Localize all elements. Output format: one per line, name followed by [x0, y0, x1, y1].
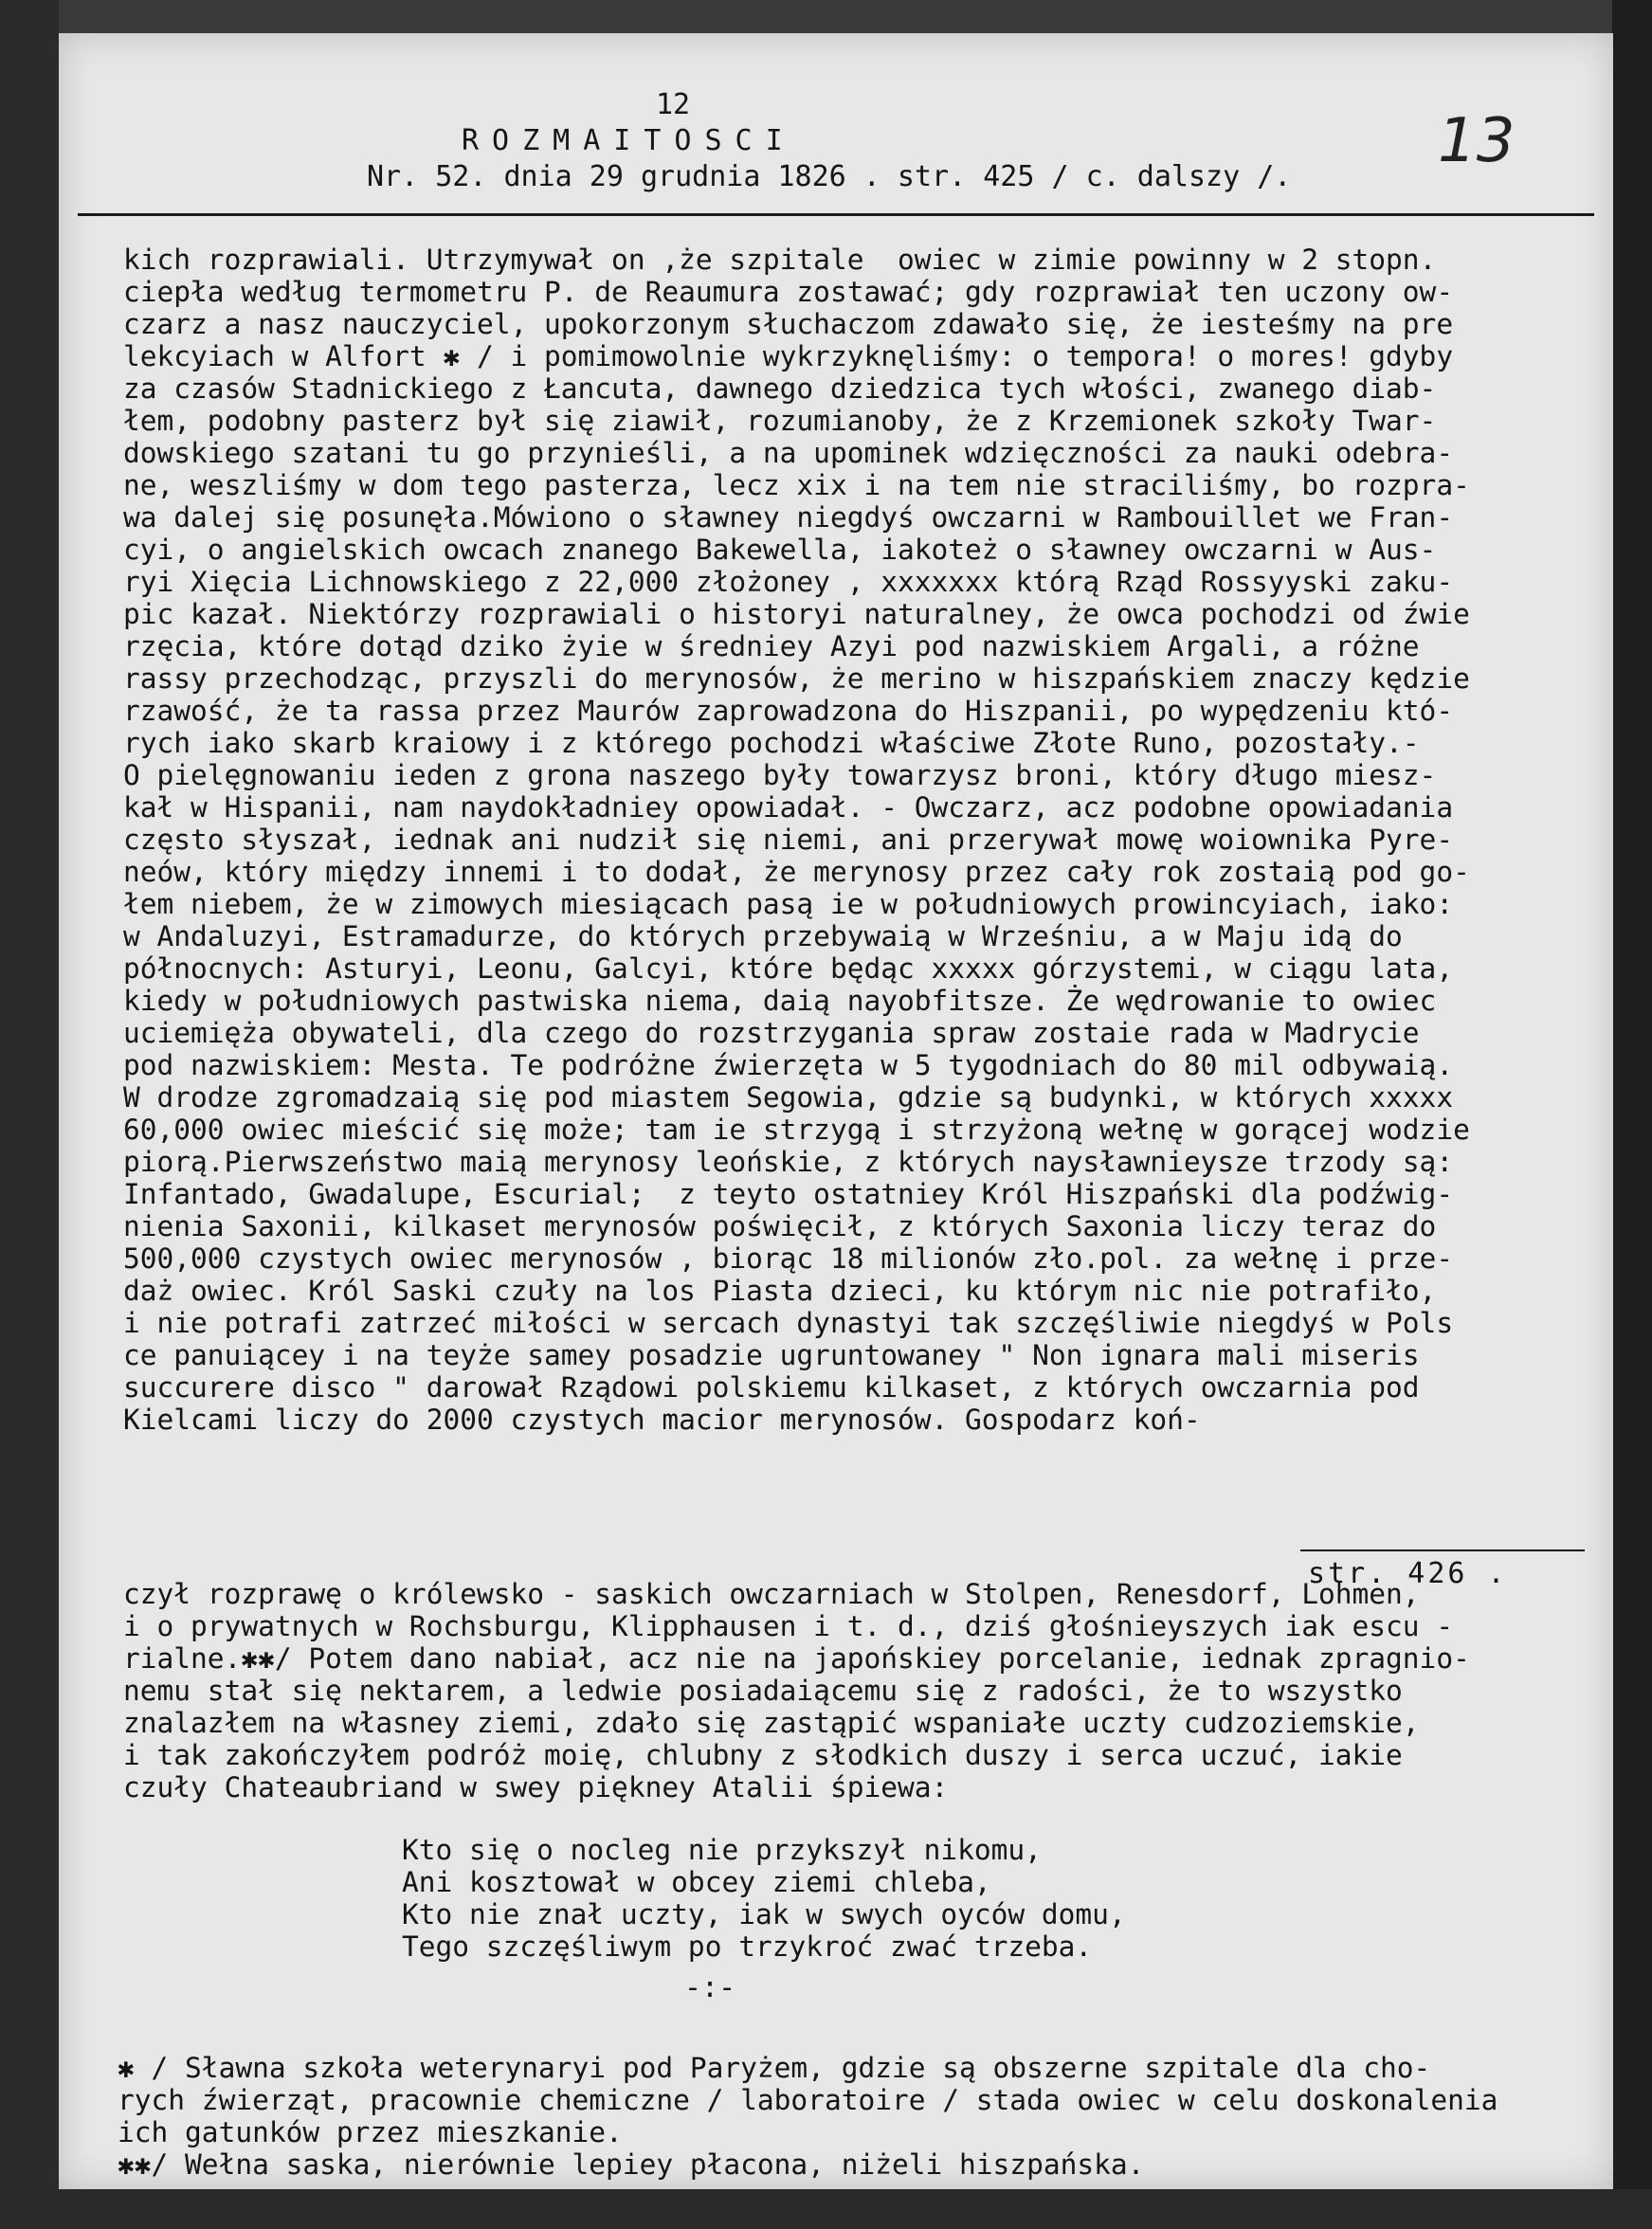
text-line: uciemięża obywateli, dla czego do rozstrzygania spraw zostaie rada w Madrycie — [123, 1017, 1420, 1049]
typewritten-page — [59, 33, 1613, 2189]
footnote-line: ✱✱/ Wełna saska, nierównie lepiey płacona, niżeli hiszpańska. — [118, 2148, 1145, 2181]
text-line: rzawość, że ta rassa przez Maurów zaprowadzona do Hiszpanii, po wypędzeniu któ- — [123, 695, 1454, 727]
footnote — [118, 2148, 1596, 2181]
text-line: pic kazał. Niektórzy rozprawiali o historyi naturalney, że owca pochodzi od źwie — [123, 598, 1470, 630]
text-line: succurere disco " darował Rządowi polskiemu kilkaset, z których owczarnia pod — [123, 1371, 1420, 1404]
text-line: rialne.✱✱/ Potem dano nabiał, acz nie na japońskiey porcelanie, iednak zpragnio- — [123, 1642, 1470, 1675]
text-line: dowskiego szatani tu go przynieśli, a na upominek wdzięczności za nauki odebra- — [123, 437, 1454, 469]
text-line: rassy przechodząc, przyszli do merynosów, że merino w hiszpańskiem znaczy kędzie — [123, 662, 1470, 695]
footnote-line: ich gatunków przez mieszkanie. — [118, 2116, 623, 2148]
journal-title: ROZMAITOSCI — [462, 124, 796, 157]
section-separator: -:- — [684, 1971, 736, 2004]
footnotes — [118, 2052, 1596, 2181]
text-line: rzęcia, które dotąd dziko żyie w średniey Azyi pod nazwiskiem Argali, a różne — [123, 630, 1420, 662]
main-text — [123, 244, 1602, 1436]
issue-reference: Nr. 52. dnia 29 grudnia 1826 . str. 425 / c. dalszy /. — [367, 160, 1292, 193]
text-line: W drodze zgromadzaią się pod miastem Segowia, gdzie są budynki, w których xxxxx — [123, 1081, 1454, 1114]
text-line: i o prywatnych w Rochsburgu, Klipphausen i t. d., dziś głośnieyszych iak escu - — [123, 1610, 1454, 1642]
text-line: rych iako skarb kraiowy i z którego pochodzi właściwe Złote Runo, pozostały.- — [123, 727, 1420, 759]
text-line: ciepła według termometru P. de Reaumura zostawać; gdy rozprawiał ten uczony ow- — [123, 276, 1454, 308]
text-line: ryi Xięcia Lichnowskiego z 22,000 złożoney , xxxxxxx którą Rząd Rossyyski zaku- — [123, 566, 1454, 598]
text-line: łem niebem, że w zimowych miesiącach pasą ie w południowych prowincyiach, iako: — [123, 888, 1454, 920]
text-line: pod nazwiskiem: Mesta. Te podróżne źwierzęta w 5 tygodniach do 80 mil odbywaią. — [123, 1049, 1454, 1081]
text-line: 500,000 czystych owiec merynosów , biorąc 18 milionów zło.pol. za wełnę i prze- — [123, 1242, 1454, 1275]
text-line: O pielęgnowaniu ieden z grona naszego były towarzysz broni, który długo miesz- — [123, 759, 1437, 791]
text-line: czuły Chateaubriand w swey piękney Atalii śpiewa: — [123, 1771, 949, 1803]
main-text-continued — [123, 1578, 1602, 1803]
text-line: daż owiec. Król Saski czuły na los Piasta dzieci, ku którym nic nie potrafiło, — [123, 1275, 1437, 1307]
text-line: piorą.Pierwszeństwo maią merynosy leońskie, z których naysławnieysze trzody są: — [123, 1146, 1454, 1178]
text-line: wa dalej się posunęła.Mówiono o sławney niegdyś owczarni w Rambouillet we Fran- — [123, 501, 1454, 534]
text-line: za czasów Stadnickiego z Łancuta, dawnego dziedzica tych włości, zwanego diab- — [123, 372, 1437, 405]
text-line: północnych: Asturyi, Leonu, Galcyi, które będąc xxxxx górzystemi, w ciągu lata, — [123, 952, 1454, 985]
header-rule — [78, 213, 1594, 216]
text-line: łem, podobny pasterz był się ziawił, rozumianoby, że z Krzemionek szkoły Twar- — [123, 405, 1437, 437]
verse-line: Tego szczęśliwym po trzykroć zwać trzeba. — [402, 1930, 1093, 1963]
verse-line: Kto się o nocleg nie przykszył nikomu, — [402, 1834, 1042, 1866]
text-line: kich rozprawiali. Utrzymywał on ,że szpitale owiec w zimie powinny w 2 stopn. — [123, 244, 1437, 276]
text-line: i tak zakończyłem podróż moię, chlubny z słodkich duszy i serca uczuć, iakie — [123, 1739, 1403, 1771]
text-line: kał w Hispanii, nam naydokładniey opowiadał. - Owczarz, acz podobne opowiadania — [123, 791, 1454, 824]
verse-line: Ani kosztował w obcey ziemi chleba, — [402, 1866, 991, 1898]
text-line: znalazłem na własney ziemi, zdało się zastąpić wspaniałe uczty cudzoziemskie, — [123, 1707, 1420, 1739]
scan-border-right — [1612, 0, 1652, 2229]
text-line: 60,000 owiec mieścić się może; tam ie strzygą i strzyżoną wełnę w gorącej wodzie — [123, 1114, 1470, 1146]
text-line: ne, weszliśmy w dom tego pasterza, lecz xix i na tem nie straciliśmy, bo rozpra- — [123, 469, 1470, 501]
footnote-line: rych źwierząt, pracownie chemiczne / laboratoire / stada owiec w celu doskonalenia — [118, 2084, 1498, 2116]
text-line: Kielcami liczy do 2000 czystych macior merynosów. Gospodarz koń- — [123, 1404, 1201, 1436]
scan-border-bottom — [0, 2189, 1652, 2229]
handwritten-folio-number: 13 — [1438, 106, 1516, 176]
text-line: i nie potrafi zatrzeć miłości w sercach dynastyi tak szczęśliwie niegdyś w Pols — [123, 1307, 1454, 1339]
page-break-marker: str. 426 . — [1308, 1557, 1508, 1590]
verse-line: Kto nie znał uczty, iak w swych oyców domu, — [402, 1898, 1126, 1930]
text-line: czarz a nasz nauczyciel, upokorzonym słuchaczom zdawało się, że iesteśmy na pre — [123, 308, 1454, 340]
text-line: w Andaluzyi, Estramadurze, do których przebywaią w Wrześniu, a w Maju idą do — [123, 920, 1403, 952]
text-line: ce panuiącey i na teyże samey posadzie ugruntowaney " Non ignara mali miseris — [123, 1339, 1420, 1371]
text-line: Infantado, Gwadalupe, Escurial; z teyto ostatniey Król Hiszpański dla podźwig- — [123, 1178, 1454, 1210]
footnote — [118, 2052, 1596, 2148]
section-rule — [1300, 1549, 1585, 1551]
text-line: nemu stał się nektarem, a ledwie posiadaiącemu się z radości, że to wszystko — [123, 1675, 1403, 1707]
text-line: lekcyiach w Alfort ✱ / i pomimowolnie wykrzyknęliśmy: o tempora! o mores! gdyby — [123, 340, 1454, 372]
text-line: neów, który między innemi i to dodał, że merynosy przez cały rok zostaią pod go- — [123, 856, 1470, 888]
poem-quote — [402, 1834, 1126, 1963]
text-line: czył rozprawę o królewsko - saskich owczarniach w Stolpen, Renesdorf, Lohmen, — [123, 1578, 1420, 1610]
scan-border-top — [0, 0, 1652, 33]
scan-border-left — [0, 0, 59, 2229]
text-line: nienia Saxonii, kilkaset merynosów poświęcił, z których Saxonia liczy teraz do — [123, 1210, 1437, 1242]
text-line: cyi, o angielskich owcach znanego Bakewella, iakoteż o sławney owczarni w Aus- — [123, 534, 1437, 566]
text-line: kiedy w południowych pastwiska niema, daią nayobfitsze. Że wędrowanie to owiec — [123, 985, 1437, 1017]
footnote-line: ✱ / Sławna szkoła weterynaryi pod Paryżem, gdzie są obszerne szpitale dla cho- — [118, 2052, 1431, 2084]
page-number: 12 — [656, 88, 691, 121]
text-line: często słyszał, iednak ani nudził się niemi, ani przerywał mowę woiownika Pyre- — [123, 824, 1454, 856]
